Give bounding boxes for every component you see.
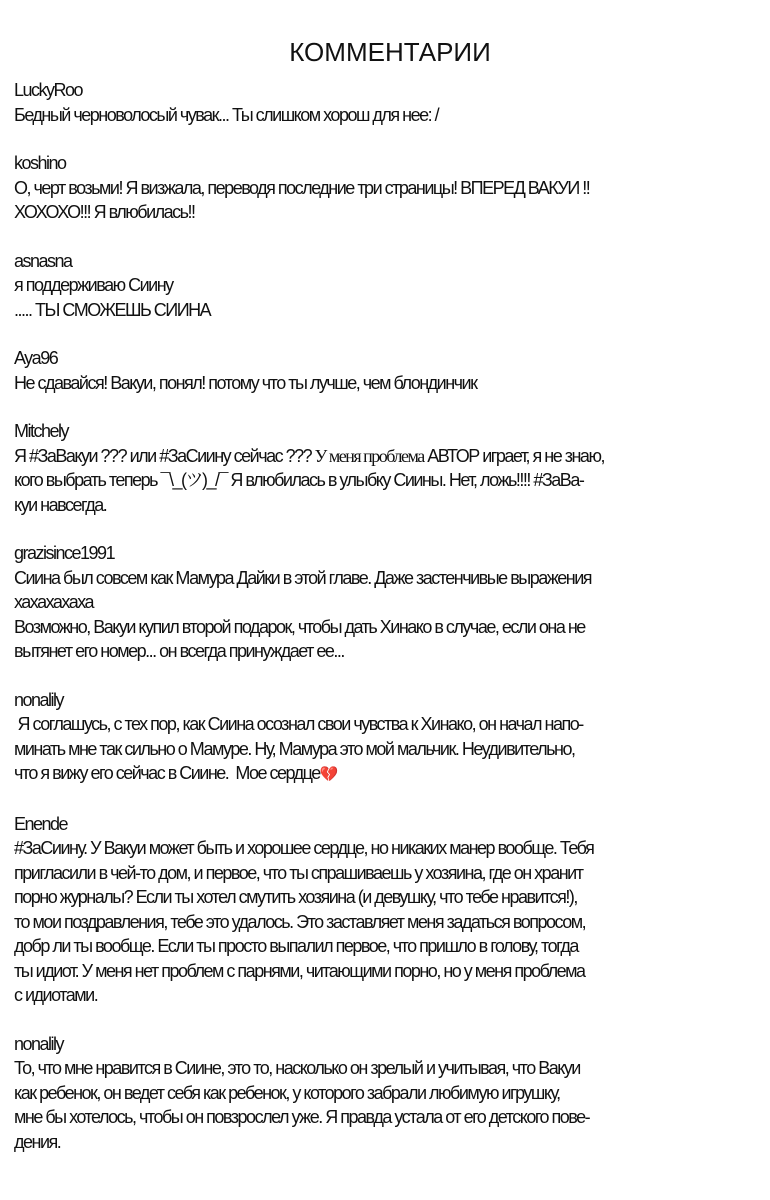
comment-text-line: Бедный черноволосый чувак... Ты слишком хорош для нее: /: [14, 104, 439, 125]
comment-text-line: как ребенок, он ведет себя как ребенок, у которого забрали любимую игрушку,: [14, 1082, 560, 1103]
comment-author: nonalily: [14, 1033, 64, 1054]
comment-text-line: мне бы хотелось, чтобы он повзрослел уже. Я правда устала от его детского пове-: [14, 1107, 590, 1127]
comment-author: Aya96: [14, 348, 58, 368]
comment: [14, 541, 760, 664]
comment-text-line: О, черт возьми! Я визжала, переводя последние три страницы! ВПЕРЕД ВАКУИ !!: [14, 177, 590, 198]
comment-text-serif-segment: У меня проблема: [314, 445, 424, 466]
page-title: КОММЕНТАРИИ: [289, 37, 491, 67]
comment-author: asnasna: [14, 250, 72, 271]
comment-text-line: хахахахаха: [14, 592, 94, 612]
comment-text-segment: что я вижу его сейчас в Сиине. Мое сердце: [14, 763, 320, 783]
comment: [14, 812, 760, 1008]
comment-text-line: То, что мне нравится в Сиине, это то, насколько он зрелый и учитывая, что Вакуи: [14, 1058, 580, 1078]
comment-text-line: с идиотами.: [14, 985, 98, 1005]
comment-text-line: вытянет его номер... он всегда принуждает ее...: [14, 641, 344, 661]
comment-text-line: пригласили в чей-то дом, и первое, что ты спрашиваешь у хозяина, где он хранит: [14, 862, 583, 883]
comment-text-line: то мои поздравления, тебе это удалось. Это заставляет меня задаться вопросом,: [14, 911, 586, 932]
comment-text-segment: АВТОР играет, я не знаю,: [423, 445, 604, 466]
comment-text-line: кого выбрать теперь ¯\_(ツ)_/¯ Я влюбилась в улыбку Сиины. Нет, ложь!!!! #ЗаВа-: [14, 470, 584, 490]
comment-text-line: ХОХОХО!!! Я влюбилась!!: [14, 202, 195, 222]
comment: [14, 1032, 760, 1155]
comment-author: Mitchely: [14, 421, 69, 441]
comment-text-segment: Я #ЗаВакуи ??? или #ЗаСиину сейчас ???: [14, 445, 315, 466]
comment-text-line: я поддерживаю Сиину: [14, 275, 173, 295]
comment-author: koshino: [14, 153, 66, 173]
comment: [14, 419, 760, 517]
comment-author: LuckyRoo: [14, 80, 83, 100]
comment-text-line: Возможно, Вакуи купил второй подарок, чтобы дать Хинако в случае, если она не: [14, 616, 585, 637]
comment-author: grazisince1991: [14, 543, 115, 563]
comment-text-line: порно журналы? Если ты хотел смутить хозяина (и девушку, что тебе нравится!),: [14, 887, 577, 907]
comments-page: [14, 36, 760, 1178]
comment-text-line: добр ли ты вообще. Если ты просто выпалил первое, что пришло в голову, тогда: [14, 936, 578, 956]
comment-author: nonalily: [14, 689, 64, 710]
comment-text-line: куи навсегда.: [14, 494, 107, 515]
comment: [14, 78, 760, 127]
broken-heart-icon: 💔: [319, 766, 337, 783]
comment-text-line: ты идиот. У меня нет проблем с парнями, читающими порно, но у меня проблема: [14, 960, 585, 981]
comment-text-line: Я соглашусь, с тех пор, как Сиина осознал свои чувства к Хинако, он начал напо-: [14, 714, 583, 734]
comment-text-line: #ЗаСиину. У Вакуи может быть и хорошее сердце, но никаких манер вообще. Тебя: [14, 838, 594, 858]
comment-text-line: Не сдавайся! Вакуи, понял! потому что ты лучше, чем блондинчик: [14, 372, 477, 393]
comment: [14, 688, 760, 788]
comment-text-line: минать мне так сильно о Мамуре. Ну, Мамура это мой мальчик. Неудивительно,: [14, 738, 575, 759]
comment-text-line: Сиина был совсем как Мамура Дайки в этой главе. Даже застенчивые выражения: [14, 567, 592, 588]
comment-author: Enende: [14, 813, 68, 834]
comment: [14, 249, 760, 323]
comment-text-line: ..... ТЫ СМОЖЕШЬ СИИНА: [14, 299, 211, 320]
comment-text-line: [14, 444, 760, 469]
comment: [14, 346, 760, 395]
comment-text-line: [14, 761, 760, 788]
comment-text-line: дения.: [14, 1131, 61, 1152]
comment: [14, 151, 760, 225]
